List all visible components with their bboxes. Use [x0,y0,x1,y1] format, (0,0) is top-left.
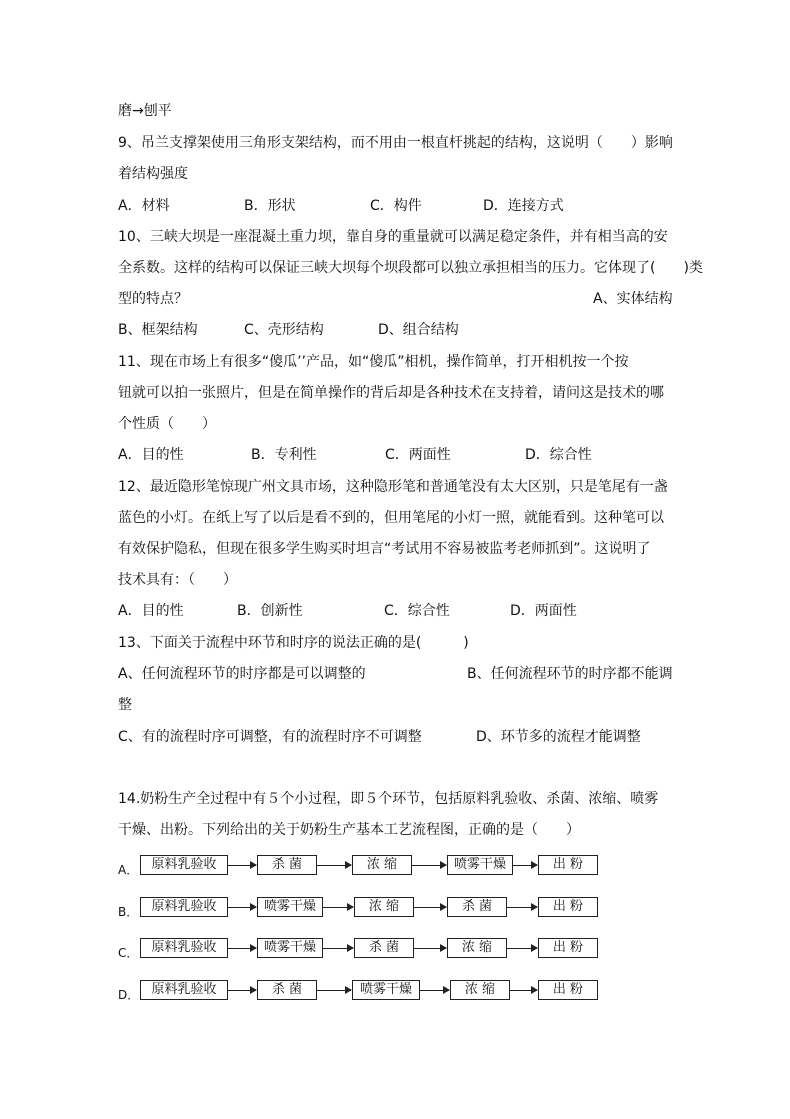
flow-step-box: 喷雾干燥 [257,897,323,917]
flow-option-label: B． [118,905,139,919]
question-11-text-cont: 个性质（ ） [118,416,216,432]
q9-option-b: B．形状 [244,198,296,214]
question-12-text-cont: 技术具有：（ ） [118,572,237,588]
question-9-text-cont: 着结构强度 [118,166,188,182]
q11-option-d: D．综合性 [525,447,592,463]
question-9-text: 9、吊兰支撑架使用三角形支架结构，而不用由一根直杆挑起的结构，这说明（ ）影响 [118,135,673,151]
q12-option-c: C．综合性 [384,603,450,619]
q12-option-a: A．目的性 [118,603,184,619]
q11-option-c: C．两面性 [385,447,451,463]
flow-step-box: 原料乳验收 [140,980,228,1000]
q13-option-d: D、环节多的流程才能调整 [476,729,641,745]
question-11-text-cont: 钮就可以拍一张照片，但是在简单操作的背后却是各种技术在支持着，请问这是技术的哪 [118,385,664,401]
flow-step-box: 原料乳验收 [140,897,228,917]
flow-arrow [414,907,446,908]
flow-step-box: 原料乳验收 [140,855,228,875]
q13-option-b-cont: 整 [118,697,132,713]
q9-option-c: C．构件 [370,198,422,214]
question-14-text-cont: 干燥、出粉。下列给出的关于奶粉生产基本工艺流程图，正确的是（ ） [118,822,580,838]
question-12-text-cont: 有效保护隐私，但现在很多学生购买时坦言“考试用不容易被监考老师抓到”。这说明了 [118,541,651,557]
flow-step-box: 杀 菌 [257,980,317,1000]
flow-arrow [507,907,537,908]
flow-step-box: 杀 菌 [447,897,507,917]
q11-option-a: A．目的性 [118,447,184,463]
flow-arrow [323,907,353,908]
q12-option-b: B．创新性 [237,603,303,619]
q12-option-d: D．两面性 [510,603,577,619]
flow-arrow [510,990,537,991]
q13-option-c: C、有的流程时序可调整，有的流程时序不可调整 [118,729,422,745]
flow-arrow [317,865,351,866]
flow-option-label: A． [118,863,139,877]
flow-step-box: 杀 菌 [257,855,317,875]
flow-arrow [323,948,353,949]
flow-step-box: 出 粉 [538,897,598,917]
question-14-text: 14.奶粉生产全过程中有５个小过程，即５个环节，包括原料乳验收、杀菌、浓缩、喷雾 [118,791,659,807]
question-12-text-cont: 蓝色的小灯。在纸上写了以后是看不到的，但用笔尾的小灯一照，就能看到。这种笔可以 [118,510,664,526]
flow-step-box: 浓 缩 [447,938,507,958]
q13-option-a: A、任何流程环节的时序都是可以调整的 [118,666,366,682]
flow-step-box: 出 粉 [538,855,598,875]
flow-step-box: 喷雾干燥 [257,938,323,958]
flow-arrow [228,865,256,866]
q13-option-b: B、任何流程环节的时序都不能调 [467,666,673,682]
flow-option-label: D． [118,988,140,1002]
flow-step-box: 杀 菌 [354,938,414,958]
flow-step-box: 浓 缩 [352,855,412,875]
flow-arrow [507,948,537,949]
flow-arrow [412,865,446,866]
question-10-text-cont: 型的特点？ [118,291,188,307]
flow-arrow [317,990,351,991]
question-10-text: 10、三峡大坝是一座混凝土重力坝，靠自身的重量就可以满足稳定条件，并有相当高的安 [118,229,668,245]
flow-step-box: 喷雾干燥 [352,980,420,1000]
q10-option-a: A、实体结构 [593,291,673,307]
question-13-text: 13、下面关于流程中环节和时序的说法正确的是( ) [118,635,469,651]
flow-arrow [228,948,256,949]
flow-step-box: 出 粉 [538,980,598,1000]
question-11-text: 11、现在市场上有很多“傻瓜’’产品，如“傻瓜”相机，操作简单，打开相机按一个按 [118,354,629,370]
question-10-text-cont: 全系数。这样的结构可以保证三峡大坝每个坝段都可以独立承担相当的压力。它体现了( )类 [118,260,703,276]
flow-arrow [513,865,537,866]
text-line: 磨→刨平 [118,103,172,119]
flow-step-box: 原料乳验收 [140,938,228,958]
flow-arrow [414,948,446,949]
flow-arrow [420,990,449,991]
q10-option-c: C、壳形结构 [244,322,324,338]
q9-option-d: D．连接方式 [483,198,564,214]
flow-step-box: 喷雾干燥 [447,855,513,875]
flow-step-box: 浓 缩 [354,897,414,917]
flow-option-label: C． [118,946,139,960]
flow-arrow [228,907,256,908]
q9-option-a: A．材料 [118,198,170,214]
flow-step-box: 浓 缩 [450,980,510,1000]
flow-step-box: 出 粉 [538,938,598,958]
q10-option-d: D、组合结构 [378,322,459,338]
question-12-text: 12、最近隐形笔惊现广州文具市场，这种隐形笔和普通笔没有太大区别，只是笔尾有一盏 [118,479,668,495]
flow-arrow [228,990,256,991]
q11-option-b: B．专利性 [251,447,317,463]
q10-option-b: B、框架结构 [118,322,198,338]
